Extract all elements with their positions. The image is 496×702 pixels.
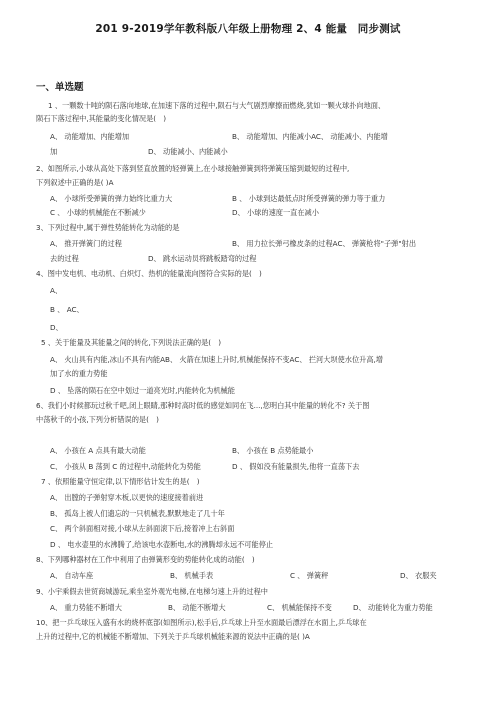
q9-option-d: D、 动能转化为重力势能 [353,603,433,612]
q9-option-c: C、 机械能保持不变 [267,603,332,612]
question-6-stem: 6、我们小时候都玩过秋千吧,闭上眼睛,那种时高时低的感觉如同在飞...,您明白其中能量的转化不? 关于图 [36,401,370,410]
question-2-stem-cont: 下列叙述中正确的是( )A [36,178,114,187]
q5-option-d: D 、 坠落的陨石在空中划过一道亮光时,内能转化为机械能 [50,386,235,395]
q1-option-d: D、 动能减小、内能减小 [148,147,228,156]
question-1-stem-cont: 陨石下落过程中,其能量的变化情况是( ) [36,114,167,123]
question-9-stem: 9、小宇乘假去世贸商城游玩,乘坐室外观光电梯,在电梯匀速上升的过程中 [36,587,268,596]
page-title: 201 9-2019学年教科版八年级上册物理 2、4 能量 同步测试 [95,23,401,35]
question-1-stem: 1 、一颗数十吨的陨石落向地球,在加速下落的过程中,陨石与大气剧烈摩擦而燃烧,犹如一颗火球扑向地面、 [48,101,386,110]
q5-options-a-b-c: A、 火山具有内能,冰山不具有内能AB、 火箭在加速上升时,机械能保持不变AC、 拦河大坝使水位升高,增 [50,355,383,364]
q2-option-b: B 、 小球到达最低点时所受弹簧的弹力等于重力 [232,194,386,203]
q7-option-c: C、 两个斜面相对接,小球从左斜面滚下后,接着冲上右斜面 [50,524,235,533]
question-7-stem: 7 、依照能量守恒定律,以下情形估计发生的是( ) [41,477,200,486]
q7-option-b: B、 孤岛上被人们遗忘的一只机械表,默默地走了几十年 [50,509,225,518]
q4-option-d: D、 [50,323,63,332]
q6-option-a: A、 小孩在 A 点具有最大动能 [50,446,146,455]
q1-option-c-cont: 加 [50,147,58,156]
q2-option-c: C 、 小球的机械能在不断减少 [50,208,146,217]
q1-option-b-c: B、 动能增加、内能减小AC、 动能减小、内能增 [232,132,388,141]
q8-option-c: C 、 弹簧秤 [290,571,329,580]
q7-option-d: D 、 电水壶里的水沸腾了,给该电水壶断电,水的沸腾却永远不可能停止 [50,540,274,549]
question-3-stem: 3、下列过程中,属于弹性势能转化为动能的是 [36,223,180,232]
q9-option-a: A、 重力势能不断增大 [50,603,122,612]
q6-option-b: B、 小孩在 B 点势能最小 [232,446,314,455]
q5-option-c-cont: 加了水的重力势能 [50,369,108,378]
q6-option-c: C、 小孩从 B 荡到 C 的过程中,动能转化为势能 [50,462,201,471]
question-8-stem: 8、下列哪种器材在工作中利用了由弹簧形变的势能转化成的动能( ) [36,555,255,564]
question-10-stem-cont: 上升的过程中,它的机械能不断增加、下列关于乒乓球机械能来源的说法中正确的是( )A [36,632,310,641]
question-6-stem-cont: 中荡秋千的小孩,下列分析错误的是( ) [36,415,159,424]
q1-option-a: A、 动能增加、内能增加 [50,132,130,141]
q2-option-a: A、 小球所受弹簧的弹力始终比重力大 [50,194,173,203]
q3-option-a: A、 推开弹簧门的过程 [50,239,122,248]
question-5-stem: 5 、关于能量及其能量之间的转化,下列说法正确的是( ) [41,338,222,347]
q3-option-c-cont: 去的过程 [50,254,79,263]
q7-option-a: A、 出膛的子弹射穿木板,以更快的速度接着前进 [50,493,204,502]
q2-option-d: D、 小球的速度一直在减小 [232,208,319,217]
question-10-stem: 10、把一乒乓球压入盛有水的烧杯底部(如图所示),松手后,乒乓球上升至水面最后漂浮在水面上,乒乓球在 [36,618,367,627]
q8-option-b: B、 机械手表 [170,571,214,580]
q8-option-a: A、 自动车座 [50,571,94,580]
q9-option-b: B、 动能不断增大 [168,603,226,612]
q4-option-a: A、 [50,286,63,295]
q8-option-d: D、 衣服夹 [400,571,437,580]
question-4-stem: 4、图中发电机、电动机、白炽灯、热机的能量流向图符合实际的是( ) [36,269,262,278]
q3-option-d: D、 跳水运动员将跳板踏弯的过程 [148,254,257,263]
section-heading: 一、单选题 [36,82,84,93]
q3-option-b-c: B、 用力拉长弹弓橡皮条的过程AC、 弹簧枪将"子弹"射出 [232,239,417,248]
question-2-stem: 2、如图所示,小球从高处下落到竖直放置的轻弹簧上,在小球接触弹簧到将弹簧压缩到最短的过程中, [36,164,350,173]
q6-option-d: D 、 假如没有能量损失,他将一直荡下去 [232,462,360,471]
q4-option-b-c: B 、 AC、 [50,305,84,314]
